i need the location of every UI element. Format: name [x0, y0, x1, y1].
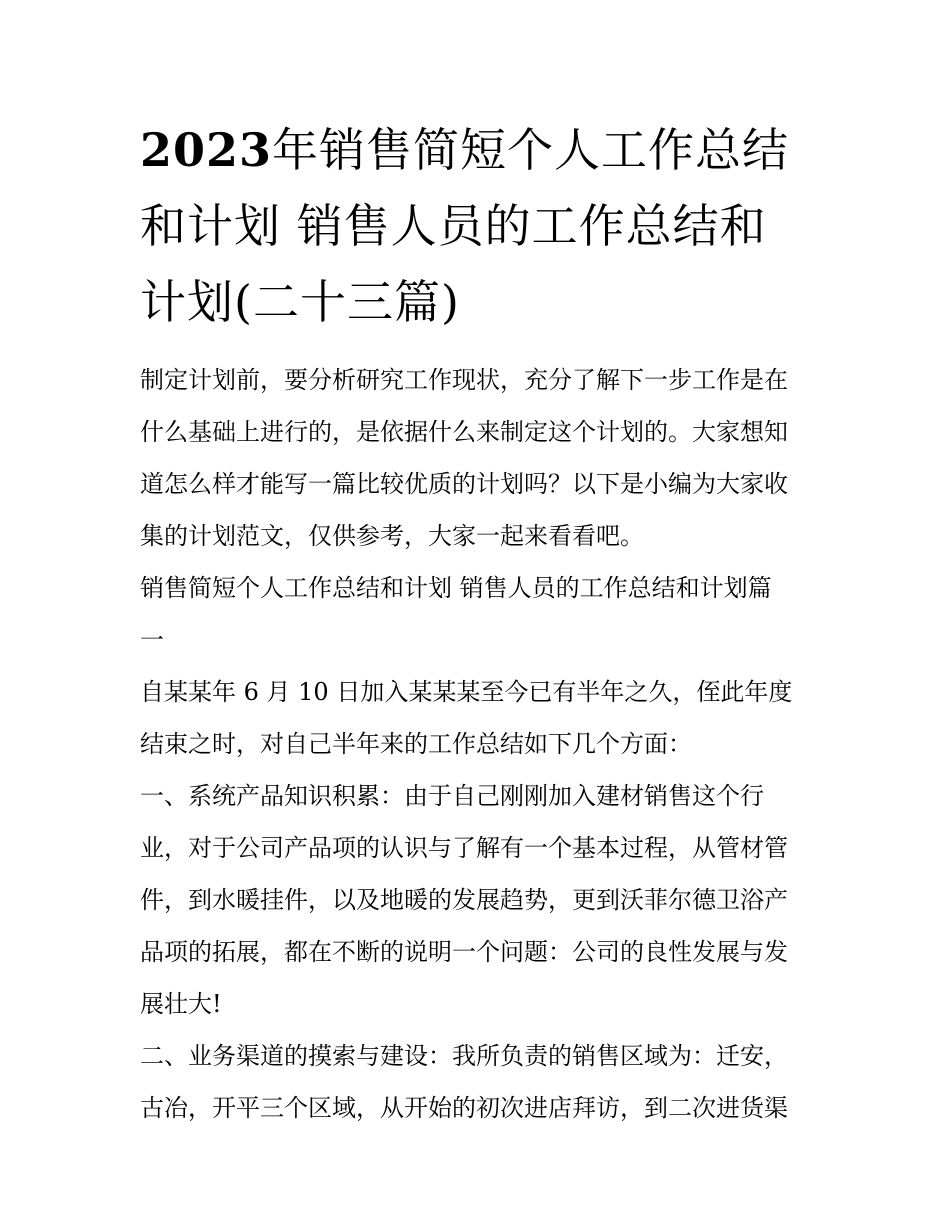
paragraph-line: 什么基础上进行的，是依据什么来制定这个计划的。大家想知: [140, 418, 788, 446]
paragraph-line: 品项的拓展，都在不断的说明一个问题：公司的良性发展与发: [140, 938, 788, 966]
paragraph-line: 销售简短个人工作总结和计划 销售人员的工作总结和计划篇: [140, 574, 772, 602]
paragraph-line: 结束之时，对自己半年来的工作总结如下几个方面：: [140, 730, 692, 758]
title-line-1-text: 年销售简短个人工作总结: [272, 123, 790, 177]
paragraph-line: 道怎么样才能写一篇比较优质的计划吗？以下是小编为大家收: [140, 470, 788, 498]
paragraph-line: 业，对于公司产品项的认识与了解有一个基本过程，从管材管: [140, 834, 788, 862]
paragraph-line: 一: [140, 626, 164, 654]
paragraph-line: 件，到水暖挂件，以及地暖的发展趋势，更到沃菲尔德卫浴产: [140, 886, 788, 914]
title-line-2: 和计划 销售人员的工作总结和: [140, 199, 767, 253]
paragraph-point-2: [140, 1030, 820, 1134]
paragraph-line: 一、系统产品知识积累：由于自己刚刚加入建材销售这个行: [140, 782, 764, 810]
title-line-1: [140, 112, 820, 188]
paragraph-line: 展壮大!: [140, 990, 222, 1018]
document-title: [140, 112, 820, 340]
paragraph-line: 自某某年 6 月 10 日加入某某某至今已有半年之久，侄此年度: [140, 678, 793, 706]
section-heading: [140, 562, 820, 666]
paragraph-line: 二、业务渠道的摸索与建设：我所负责的销售区域为：迁安，: [140, 1042, 788, 1070]
title-year: 2023: [140, 123, 273, 177]
paragraph-line: 集的计划范文，仅供参考，大家一起来看看吧。: [140, 522, 644, 550]
title-line-3: 计划(二十三篇): [140, 275, 460, 329]
paragraph-point-1: [140, 770, 820, 1030]
document-body: [140, 354, 820, 1134]
paragraph-line: 制定计划前，要分析研究工作现状，充分了解下一步工作是在: [140, 366, 788, 394]
paragraph-intro: [140, 354, 820, 562]
paragraph-line: 古冶，开平三个区域，从开始的初次进店拜访，到二次进货渠: [140, 1094, 788, 1122]
paragraph-opening: [140, 666, 820, 770]
